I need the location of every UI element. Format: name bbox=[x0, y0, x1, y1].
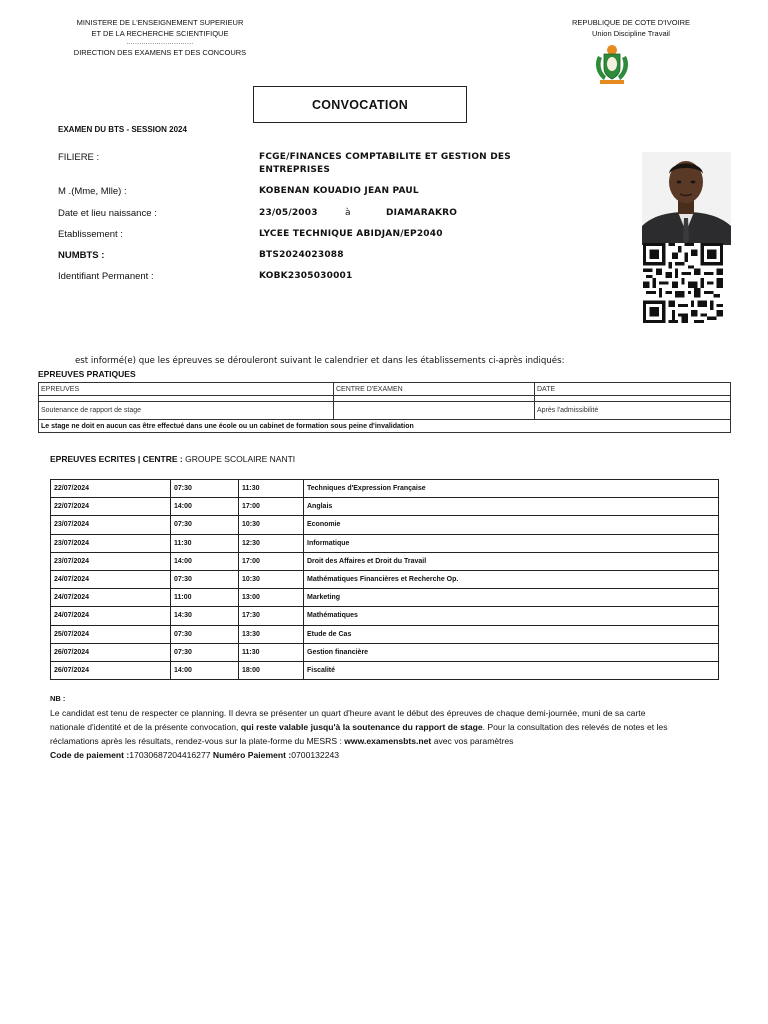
exam-row bbox=[51, 643, 719, 661]
col-epreuves: EPREUVES bbox=[39, 383, 334, 396]
birth-place: DIAMARAKRO bbox=[386, 208, 458, 218]
exam-date: 24/07/2024 bbox=[51, 589, 171, 607]
practical-date: Après l'admissibilité bbox=[535, 402, 731, 420]
col-date: DATE bbox=[535, 383, 731, 396]
nb-paragraph bbox=[50, 706, 670, 748]
exam-end-time: 10:30 bbox=[239, 516, 304, 534]
exam-end-time: 11:30 bbox=[239, 480, 304, 498]
exam-end-time: 13:30 bbox=[239, 625, 304, 643]
exam-date: 23/07/2024 bbox=[51, 516, 171, 534]
exam-row bbox=[51, 570, 719, 588]
exam-date: 22/07/2024 bbox=[51, 480, 171, 498]
identifiant-label: Identifiant Permanent : bbox=[58, 271, 154, 282]
exam-row bbox=[51, 552, 719, 570]
exam-end-time: 10:30 bbox=[239, 570, 304, 588]
exam-start-time: 07:30 bbox=[171, 625, 239, 643]
candidate-name-label: M .(Mme, Mlle) : bbox=[58, 186, 127, 197]
practical-exams-table bbox=[38, 382, 731, 433]
written-exams-sep: | bbox=[135, 454, 143, 464]
candidate-name-value: KOBENAN KOUADIO JEAN PAUL bbox=[259, 186, 419, 196]
exam-start-time: 14:00 bbox=[171, 661, 239, 679]
exam-start-time: 14:00 bbox=[171, 498, 239, 516]
exam-subject: Mathématiques bbox=[304, 607, 719, 625]
nb-text-3: avec vos paramètres bbox=[431, 736, 514, 746]
exam-date: 23/07/2024 bbox=[51, 534, 171, 552]
exam-start-time: 11:30 bbox=[171, 534, 239, 552]
birth-label: Date et lieu naissance : bbox=[58, 208, 157, 219]
exam-date: 24/07/2024 bbox=[51, 607, 171, 625]
exam-row bbox=[51, 625, 719, 643]
nb-text-2: . Pour la consultation des relevés de notes et les réclamations après les résultats, rendez-vous sur la plate-forme du MESRS : bbox=[50, 722, 668, 746]
filiere-value-line-2: ENTREPRISES bbox=[259, 165, 331, 175]
ministry-dots: ............................... bbox=[126, 40, 194, 46]
exam-end-time: 17:00 bbox=[239, 552, 304, 570]
exam-row bbox=[51, 516, 719, 534]
practical-exams-heading: EPREUVES PRATIQUES bbox=[38, 369, 136, 379]
practical-centre bbox=[334, 402, 535, 420]
payment-number-value: 0700132243 bbox=[291, 750, 340, 760]
exam-subject: Techniques d'Expression Française bbox=[304, 480, 719, 498]
written-centre-value: GROUPE SCOLAIRE NANTI bbox=[182, 454, 296, 464]
filiere-label: FILIERE : bbox=[58, 152, 100, 163]
candidate-photo bbox=[642, 152, 731, 245]
exam-date: 25/07/2024 bbox=[51, 625, 171, 643]
ministry-line-2: ET DE LA RECHERCHE SCIENTIFIQUE bbox=[91, 29, 229, 38]
republic-header bbox=[540, 17, 722, 39]
exam-end-time: 17:00 bbox=[239, 498, 304, 516]
exam-row bbox=[51, 498, 719, 516]
numbts-value: BTS2024023088 bbox=[259, 250, 344, 260]
coat-of-arms-icon bbox=[590, 42, 634, 86]
document-title: CONVOCATION bbox=[253, 86, 467, 123]
ministry-header bbox=[60, 17, 260, 58]
nb-section bbox=[50, 692, 670, 762]
exam-end-time: 17:30 bbox=[239, 607, 304, 625]
nb-text-1: Le candidat est tenu de respecter ce planning. Il devra se présenter un quart d'heure avant le début des épreuves de chaque demi-journée, muni de sa carte nationale d'identité et de la présente convocation, bbox=[50, 708, 646, 732]
nb-website-link[interactable]: www.examensbts.net bbox=[344, 736, 432, 746]
payment-code-value: 17030687204416277 bbox=[129, 750, 211, 760]
payment-number-label: Numéro Paiement : bbox=[210, 750, 292, 760]
identifiant-value: KOBK2305030001 bbox=[259, 271, 353, 281]
nb-label: NB : bbox=[50, 694, 66, 703]
exam-row bbox=[51, 534, 719, 552]
exam-date: 22/07/2024 bbox=[51, 498, 171, 516]
establishment-label: Etablissement : bbox=[58, 229, 123, 240]
exam-row bbox=[51, 589, 719, 607]
filiere-value bbox=[259, 151, 511, 177]
information-sentence: est informé(e) que les épreuves se dérouleront suivant le calendrier et dans les établissements ci-après indiqués: bbox=[75, 356, 565, 366]
exam-end-time: 18:00 bbox=[239, 661, 304, 679]
direction-line: DIRECTION DES EXAMENS ET DES CONCOURS bbox=[73, 48, 247, 57]
payment-code-label: Code de paiement : bbox=[50, 750, 130, 760]
exam-end-time: 13:00 bbox=[239, 589, 304, 607]
numbts-label: NUMBTS : bbox=[58, 250, 105, 261]
nb-validity: qui reste valable jusqu'à la soutenance du rapport de stage bbox=[240, 722, 483, 732]
practical-note: Le stage ne doit en aucun cas être effectué dans une école ou un cabinet de formation sous peine d'invalidation bbox=[39, 420, 731, 433]
exam-subject: Droit des Affaires et Droit du Travail bbox=[304, 552, 719, 570]
written-exams-heading bbox=[50, 454, 295, 464]
practical-row bbox=[39, 402, 731, 420]
exam-subject: Anglais bbox=[304, 498, 719, 516]
exam-start-time: 14:00 bbox=[171, 552, 239, 570]
ministry-line-1: MINISTERE DE L'ENSEIGNEMENT SUPERIEUR bbox=[76, 18, 244, 27]
payment-line bbox=[50, 748, 670, 762]
exam-subject: Gestion financière bbox=[304, 643, 719, 661]
exam-subject: Economie bbox=[304, 516, 719, 534]
written-centre-label: CENTRE : bbox=[142, 454, 183, 464]
exam-end-time: 11:30 bbox=[239, 643, 304, 661]
qr-code bbox=[642, 243, 724, 323]
exam-subject: Fiscalité bbox=[304, 661, 719, 679]
practical-note-row bbox=[39, 420, 731, 433]
written-exams-table bbox=[50, 479, 719, 680]
exam-date: 24/07/2024 bbox=[51, 570, 171, 588]
republic-line: REPUBLIQUE DE COTE D'IVOIRE bbox=[571, 18, 691, 27]
exam-date: 26/07/2024 bbox=[51, 661, 171, 679]
written-exams-title: EPREUVES ECRITES bbox=[50, 454, 136, 464]
exam-start-time: 14:30 bbox=[171, 607, 239, 625]
motto-line: Union Discipline Travail bbox=[592, 29, 670, 38]
exam-subject: Informatique bbox=[304, 534, 719, 552]
exam-row bbox=[51, 480, 719, 498]
practical-epreuve: Soutenance de rapport de stage bbox=[39, 402, 334, 420]
exam-start-time: 07:30 bbox=[171, 516, 239, 534]
exam-end-time: 12:30 bbox=[239, 534, 304, 552]
exam-subject: Etude de Cas bbox=[304, 625, 719, 643]
birth-a: à bbox=[345, 208, 351, 218]
exam-start-time: 07:30 bbox=[171, 480, 239, 498]
birth-date: 23/05/2003 bbox=[259, 208, 318, 218]
exam-start-time: 07:30 bbox=[171, 570, 239, 588]
exam-session: EXAMEN DU BTS - SESSION 2024 bbox=[58, 125, 187, 134]
exam-row bbox=[51, 661, 719, 679]
exam-subject: Mathématiques Financières et Recherche Op. bbox=[304, 570, 719, 588]
establishment-value: LYCEE TECHNIQUE ABIDJAN/EP2040 bbox=[259, 229, 443, 239]
practical-header-row bbox=[39, 383, 731, 396]
exam-subject: Marketing bbox=[304, 589, 719, 607]
exam-row bbox=[51, 607, 719, 625]
exam-start-time: 07:30 bbox=[171, 643, 239, 661]
exam-date: 23/07/2024 bbox=[51, 552, 171, 570]
exam-date: 26/07/2024 bbox=[51, 643, 171, 661]
exam-start-time: 11:00 bbox=[171, 589, 239, 607]
col-centre: CENTRE D'EXAMEN bbox=[334, 383, 535, 396]
filiere-value-line-1: FCGE/FINANCES COMPTABILITE ET GESTION DES bbox=[259, 152, 511, 162]
